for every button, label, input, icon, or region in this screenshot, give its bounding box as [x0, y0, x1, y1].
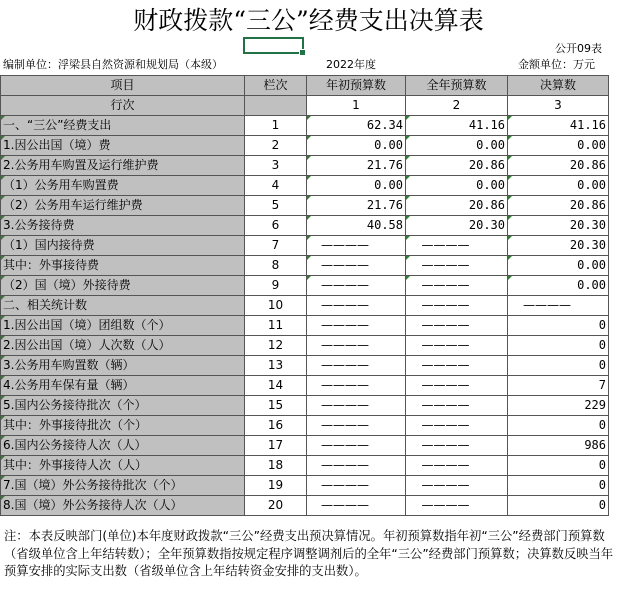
row-label[interactable]: 4.公务用车保有量（辆）	[1, 376, 245, 396]
value-cell[interactable]: 0	[508, 316, 609, 336]
row-label[interactable]: （1）公务用车购置费	[1, 176, 245, 196]
row-number[interactable]: 4	[245, 176, 307, 196]
row-label[interactable]: 3.公务用车购置数（辆）	[1, 356, 245, 376]
value-cell[interactable]: ————	[406, 356, 508, 376]
value-cell[interactable]: ————	[406, 476, 508, 496]
row-number[interactable]: 10	[245, 296, 307, 316]
row-number[interactable]: 9	[245, 276, 307, 296]
header-col-3[interactable]: 决算数	[508, 76, 609, 96]
value-cell[interactable]: ————	[406, 396, 508, 416]
value-cell[interactable]: 0.00	[508, 256, 609, 276]
row-number[interactable]: 20	[245, 496, 307, 516]
value-cell[interactable]: 20.86	[508, 196, 609, 216]
report-year: 2022年度	[326, 58, 376, 71]
value-cell[interactable]: 41.16	[508, 116, 609, 136]
value-cell[interactable]: 21.76	[307, 156, 406, 176]
table-row	[1, 496, 609, 516]
row-number[interactable]: 8	[245, 256, 307, 276]
row-number[interactable]: 11	[245, 316, 307, 336]
row-label[interactable]: 其中：外事接待人次（人）	[1, 456, 245, 476]
report-title: 财政拨款“三公”经费支出决算表	[133, 6, 484, 35]
value-cell[interactable]: 0	[508, 356, 609, 376]
table-row	[1, 356, 609, 376]
table-row	[1, 476, 609, 496]
value-cell[interactable]: 0.00	[406, 176, 508, 196]
value-cell[interactable]: ————	[406, 496, 508, 516]
table-row	[1, 116, 609, 136]
footnote: 注：本表反映部门(单位)本年度财政拨款“三公”经费支出预决算情况。年初预算数指年初“三公”经费部门预算数（省级单位含上年结转数）；全年预算数指按规定程序调整调剂后的全年“三公”经费部门预算数；决算数反映当年预算安排的实际支出数（省级单位含上年结转资金安排的支出数）。	[4, 529, 614, 578]
value-cell[interactable]: 0.00	[307, 136, 406, 156]
table-row	[1, 416, 609, 436]
row-number[interactable]: 14	[245, 376, 307, 396]
value-cell[interactable]: 0	[508, 336, 609, 356]
value-cell[interactable]: ————	[307, 336, 406, 356]
value-cell[interactable]: 0	[508, 476, 609, 496]
header-row-no[interactable]: 栏次	[245, 76, 307, 96]
header-item[interactable]: 项目	[1, 76, 245, 96]
row-label[interactable]: 其中：外事接待费	[1, 256, 245, 276]
value-cell[interactable]: ————	[307, 316, 406, 336]
value-cell[interactable]: 0.00	[508, 276, 609, 296]
row-number[interactable]: 1	[245, 116, 307, 136]
value-cell[interactable]: ————	[307, 296, 406, 316]
header-col-2[interactable]: 全年预算数	[406, 76, 508, 96]
table-row	[1, 236, 609, 256]
table-row	[1, 256, 609, 276]
value-cell[interactable]: ————	[307, 476, 406, 496]
row-number[interactable]: 16	[245, 416, 307, 436]
unit-label: 编制单位：浮梁县自然资源和规划局（本级）	[3, 58, 223, 71]
table-row	[1, 216, 609, 236]
row-index-blank[interactable]	[245, 96, 307, 116]
value-cell[interactable]: 41.16	[406, 116, 508, 136]
col-index-1[interactable]: 1	[307, 96, 406, 116]
value-cell[interactable]: 0.00	[508, 136, 609, 156]
row-label[interactable]: （2）国（境）外接待费	[1, 276, 245, 296]
table-row	[1, 396, 609, 416]
value-cell[interactable]: 20.86	[406, 196, 508, 216]
value-cell[interactable]: ————	[406, 336, 508, 356]
value-cell[interactable]: ————	[307, 236, 406, 256]
value-cell[interactable]: 7	[508, 376, 609, 396]
row-label[interactable]: 2.因公出国（境）人次数（人）	[1, 336, 245, 356]
value-cell[interactable]: 0.00	[406, 136, 508, 156]
row-number[interactable]: 15	[245, 396, 307, 416]
value-cell[interactable]: 0	[508, 456, 609, 476]
row-label[interactable]: 2.公务用车购置及运行维护费	[1, 156, 245, 176]
value-cell[interactable]: 0.00	[508, 176, 609, 196]
row-number[interactable]: 18	[245, 456, 307, 476]
value-cell[interactable]: 20.86	[508, 156, 609, 176]
table-row	[1, 316, 609, 336]
value-cell[interactable]: ————	[406, 236, 508, 256]
index-row	[1, 96, 609, 116]
row-label[interactable]: 1.因公出国（境）费	[1, 136, 245, 156]
value-cell[interactable]: ————	[307, 276, 406, 296]
table-row	[1, 136, 609, 156]
row-label[interactable]: 1.因公出国（境）团组数（个）	[1, 316, 245, 336]
table-row	[1, 436, 609, 456]
value-cell[interactable]: 0.00	[307, 176, 406, 196]
row-number[interactable]: 17	[245, 436, 307, 456]
value-cell[interactable]: ————	[406, 436, 508, 456]
value-cell[interactable]: ————	[307, 436, 406, 456]
value-cell[interactable]: ————	[307, 396, 406, 416]
row-number[interactable]: 6	[245, 216, 307, 236]
value-cell[interactable]: ————	[307, 456, 406, 476]
row-label[interactable]: 8.国（境）外公务接待人次（人）	[1, 496, 245, 516]
row-number[interactable]: 2	[245, 136, 307, 156]
header-row	[1, 76, 609, 96]
row-number[interactable]: 12	[245, 336, 307, 356]
col-index-3[interactable]: 3	[508, 96, 609, 116]
expense-table	[0, 75, 609, 516]
table-row	[1, 276, 609, 296]
table-row	[1, 176, 609, 196]
selected-cell[interactable]	[243, 37, 304, 54]
value-cell[interactable]: ————	[406, 276, 508, 296]
value-cell[interactable]: 40.58	[307, 216, 406, 236]
value-cell[interactable]: 986	[508, 436, 609, 456]
row-label[interactable]: 6.国内公务接待人次（人）	[1, 436, 245, 456]
row-label[interactable]: 一、“三公”经费支出	[1, 116, 245, 136]
row-number[interactable]: 19	[245, 476, 307, 496]
value-cell[interactable]: ————	[307, 356, 406, 376]
value-cell[interactable]: ————	[406, 456, 508, 476]
row-number[interactable]: 13	[245, 356, 307, 376]
value-cell[interactable]: ————	[406, 296, 508, 316]
row-number[interactable]: 5	[245, 196, 307, 216]
row-label[interactable]: （2）公务用车运行维护费	[1, 196, 245, 216]
value-cell[interactable]: 20.30	[508, 216, 609, 236]
value-cell[interactable]: ————	[307, 256, 406, 276]
row-number[interactable]: 7	[245, 236, 307, 256]
value-cell[interactable]: 20.86	[406, 156, 508, 176]
value-cell[interactable]: 62.34	[307, 116, 406, 136]
col-index-2[interactable]: 2	[406, 96, 508, 116]
row-label[interactable]: 5.国内公务接待批次（个）	[1, 396, 245, 416]
row-label[interactable]: （1）国内接待费	[1, 236, 245, 256]
value-cell[interactable]: ————	[406, 256, 508, 276]
value-cell[interactable]: ————	[307, 376, 406, 396]
value-cell[interactable]: 20.30	[508, 236, 609, 256]
table-row	[1, 296, 609, 316]
table-row	[1, 196, 609, 216]
value-cell[interactable]: ————	[307, 416, 406, 436]
table-code: 公开09表	[555, 42, 602, 55]
value-cell[interactable]: ————	[406, 376, 508, 396]
value-cell[interactable]: ————	[406, 316, 508, 336]
row-label[interactable]: 7.国（境）外公务接待批次（个）	[1, 476, 245, 496]
value-cell[interactable]: 20.30	[406, 216, 508, 236]
value-cell[interactable]: ————	[307, 496, 406, 516]
row-index-label[interactable]: 行次	[1, 96, 245, 116]
table-row	[1, 156, 609, 176]
row-label[interactable]: 其中：外事接待批次（个）	[1, 416, 245, 436]
table-row	[1, 376, 609, 396]
table-row	[1, 336, 609, 356]
row-label[interactable]: 3.公务接待费	[1, 216, 245, 236]
table-row	[1, 456, 609, 476]
value-cell[interactable]: 21.76	[307, 196, 406, 216]
value-cell[interactable]: ————	[508, 296, 609, 316]
currency-unit: 金额单位：万元	[518, 58, 595, 71]
value-cell[interactable]: 0	[508, 416, 609, 436]
row-number[interactable]: 3	[245, 156, 307, 176]
header-col-1[interactable]: 年初预算数	[307, 76, 406, 96]
value-cell[interactable]: 229	[508, 396, 609, 416]
row-label[interactable]: 二、相关统计数	[1, 296, 245, 316]
value-cell[interactable]: 0	[508, 496, 609, 516]
value-cell[interactable]: ————	[406, 416, 508, 436]
